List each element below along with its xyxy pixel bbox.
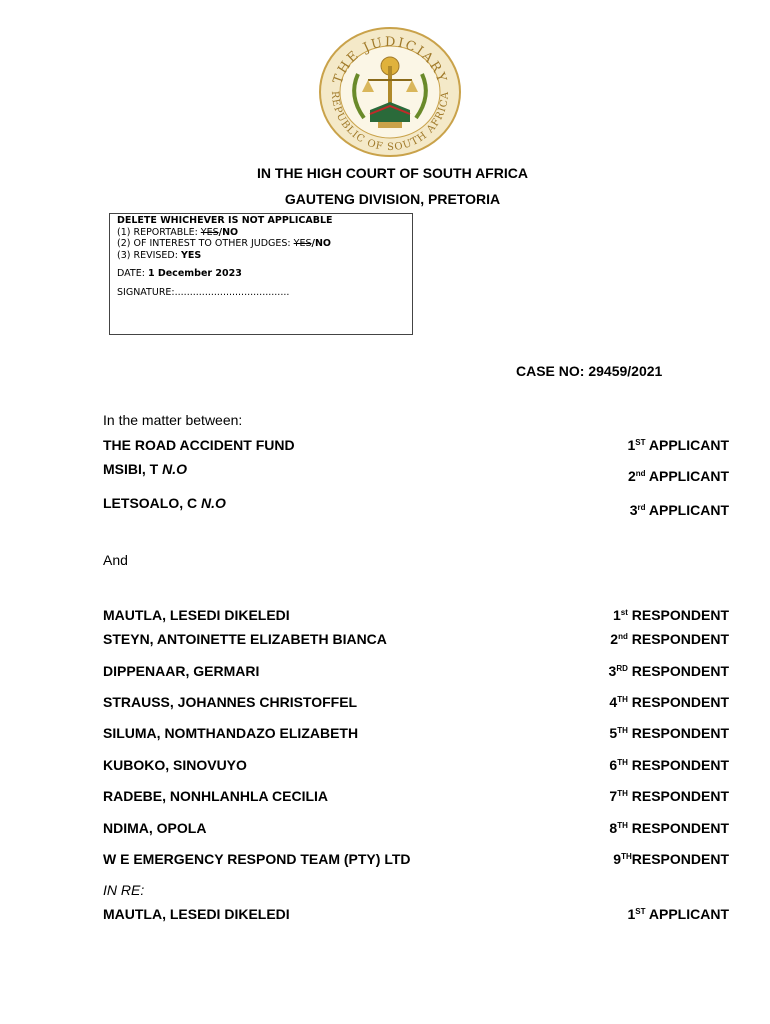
party-name: MAUTLA, LESEDI DIKELEDI xyxy=(103,607,290,623)
party-row xyxy=(103,725,729,741)
party-row xyxy=(103,461,729,484)
party-name: STRAUSS, JOHANNES CHRISTOFFEL xyxy=(103,694,358,710)
party-name: MSIBI, T N.O xyxy=(103,461,188,477)
party-role: 1ST APPLICANT xyxy=(627,906,729,922)
reportable-box xyxy=(109,213,413,335)
date-value: 1 December 2023 xyxy=(147,268,242,279)
court-division: GAUTENG DIVISION, PRETORIA xyxy=(284,191,501,207)
party-row xyxy=(103,631,729,647)
revised-line xyxy=(117,250,405,262)
in-re-label: IN RE: xyxy=(103,882,145,898)
party-row xyxy=(103,437,729,453)
party-role: 4TH RESPONDENT xyxy=(609,694,729,710)
svg-text:REPUBLIC OF SOUTH AFRICA: REPUBLIC OF SOUTH AFRICA xyxy=(328,90,452,154)
party-role: 2nd APPLICANT xyxy=(627,468,729,484)
party-role: 7TH RESPONDENT xyxy=(609,788,729,804)
revised-value: YES xyxy=(180,249,202,261)
party-name: KUBOKO, SINOVUYO xyxy=(103,757,247,773)
interest-line xyxy=(117,238,405,250)
party-row xyxy=(103,851,729,867)
party-role: 1st RESPONDENT xyxy=(612,607,729,623)
party-role: 3rd APPLICANT xyxy=(629,502,729,518)
party-name: NDIMA, OPOLA xyxy=(103,820,207,836)
interest-struck: YES xyxy=(293,238,312,249)
party-role: 5TH RESPONDENT xyxy=(609,725,729,741)
party-row xyxy=(103,788,729,804)
party-row xyxy=(103,694,729,710)
party-row xyxy=(103,663,729,679)
party-row xyxy=(103,607,729,623)
party-role: 6TH RESPONDENT xyxy=(609,757,729,773)
case-number: CASE NO: 29459/2021 xyxy=(516,363,663,379)
party-name: SILUMA, NOMTHANDAZO ELIZABETH xyxy=(103,725,359,741)
party-role: 3RD RESPONDENT xyxy=(608,663,729,679)
reportable-value: /NO xyxy=(218,226,239,238)
party-name: W E EMERGENCY RESPOND TEAM (PTY) LTD xyxy=(103,851,411,867)
date-label: DATE: xyxy=(117,268,148,279)
court-name: IN THE HIGH COURT OF SOUTH AFRICA xyxy=(257,165,528,181)
party-role: 1ST APPLICANT xyxy=(627,437,729,453)
party-role: 8TH RESPONDENT xyxy=(609,820,729,836)
party-name: RADEBE, NONHLANHLA CECILIA xyxy=(103,788,329,804)
signature-line: SIGNATURE:...................................... xyxy=(117,286,290,298)
interest-label: (2) OF INTEREST TO OTHER JUDGES: xyxy=(117,238,294,249)
matter-intro: In the matter between: xyxy=(103,412,243,428)
date-line xyxy=(117,268,405,280)
party-row xyxy=(103,757,729,773)
revised-label: (3) REVISED: xyxy=(117,249,181,261)
svg-text:THE JUDICIARY: THE JUDICIARY xyxy=(330,34,450,86)
party-name: THE ROAD ACCIDENT FUND xyxy=(103,437,295,453)
reportable-line xyxy=(117,227,405,239)
party-name: STEYN, ANTOINETTE ELIZABETH BIANCA xyxy=(103,631,387,647)
party-role: 2nd RESPONDENT xyxy=(610,631,729,647)
party-name: MAUTLA, LESEDI DIKELEDI xyxy=(103,906,290,922)
party-row xyxy=(103,495,729,518)
reportable-label: (1) REPORTABLE: xyxy=(117,226,201,238)
judiciary-seal xyxy=(318,26,462,158)
reportable-struck: YES xyxy=(200,226,219,238)
party-row xyxy=(103,820,729,836)
interest-value: /NO xyxy=(311,238,331,249)
party-name: LETSOALO, C N.O xyxy=(103,495,226,511)
party-role: 9THRESPONDENT xyxy=(613,851,729,867)
party-name: DIPPENAAR, GERMARI xyxy=(103,663,260,679)
box-heading: DELETE WHICHEVER IS NOT APPLICABLE xyxy=(117,215,333,226)
party-row xyxy=(103,906,729,922)
and-text: And xyxy=(103,552,128,568)
